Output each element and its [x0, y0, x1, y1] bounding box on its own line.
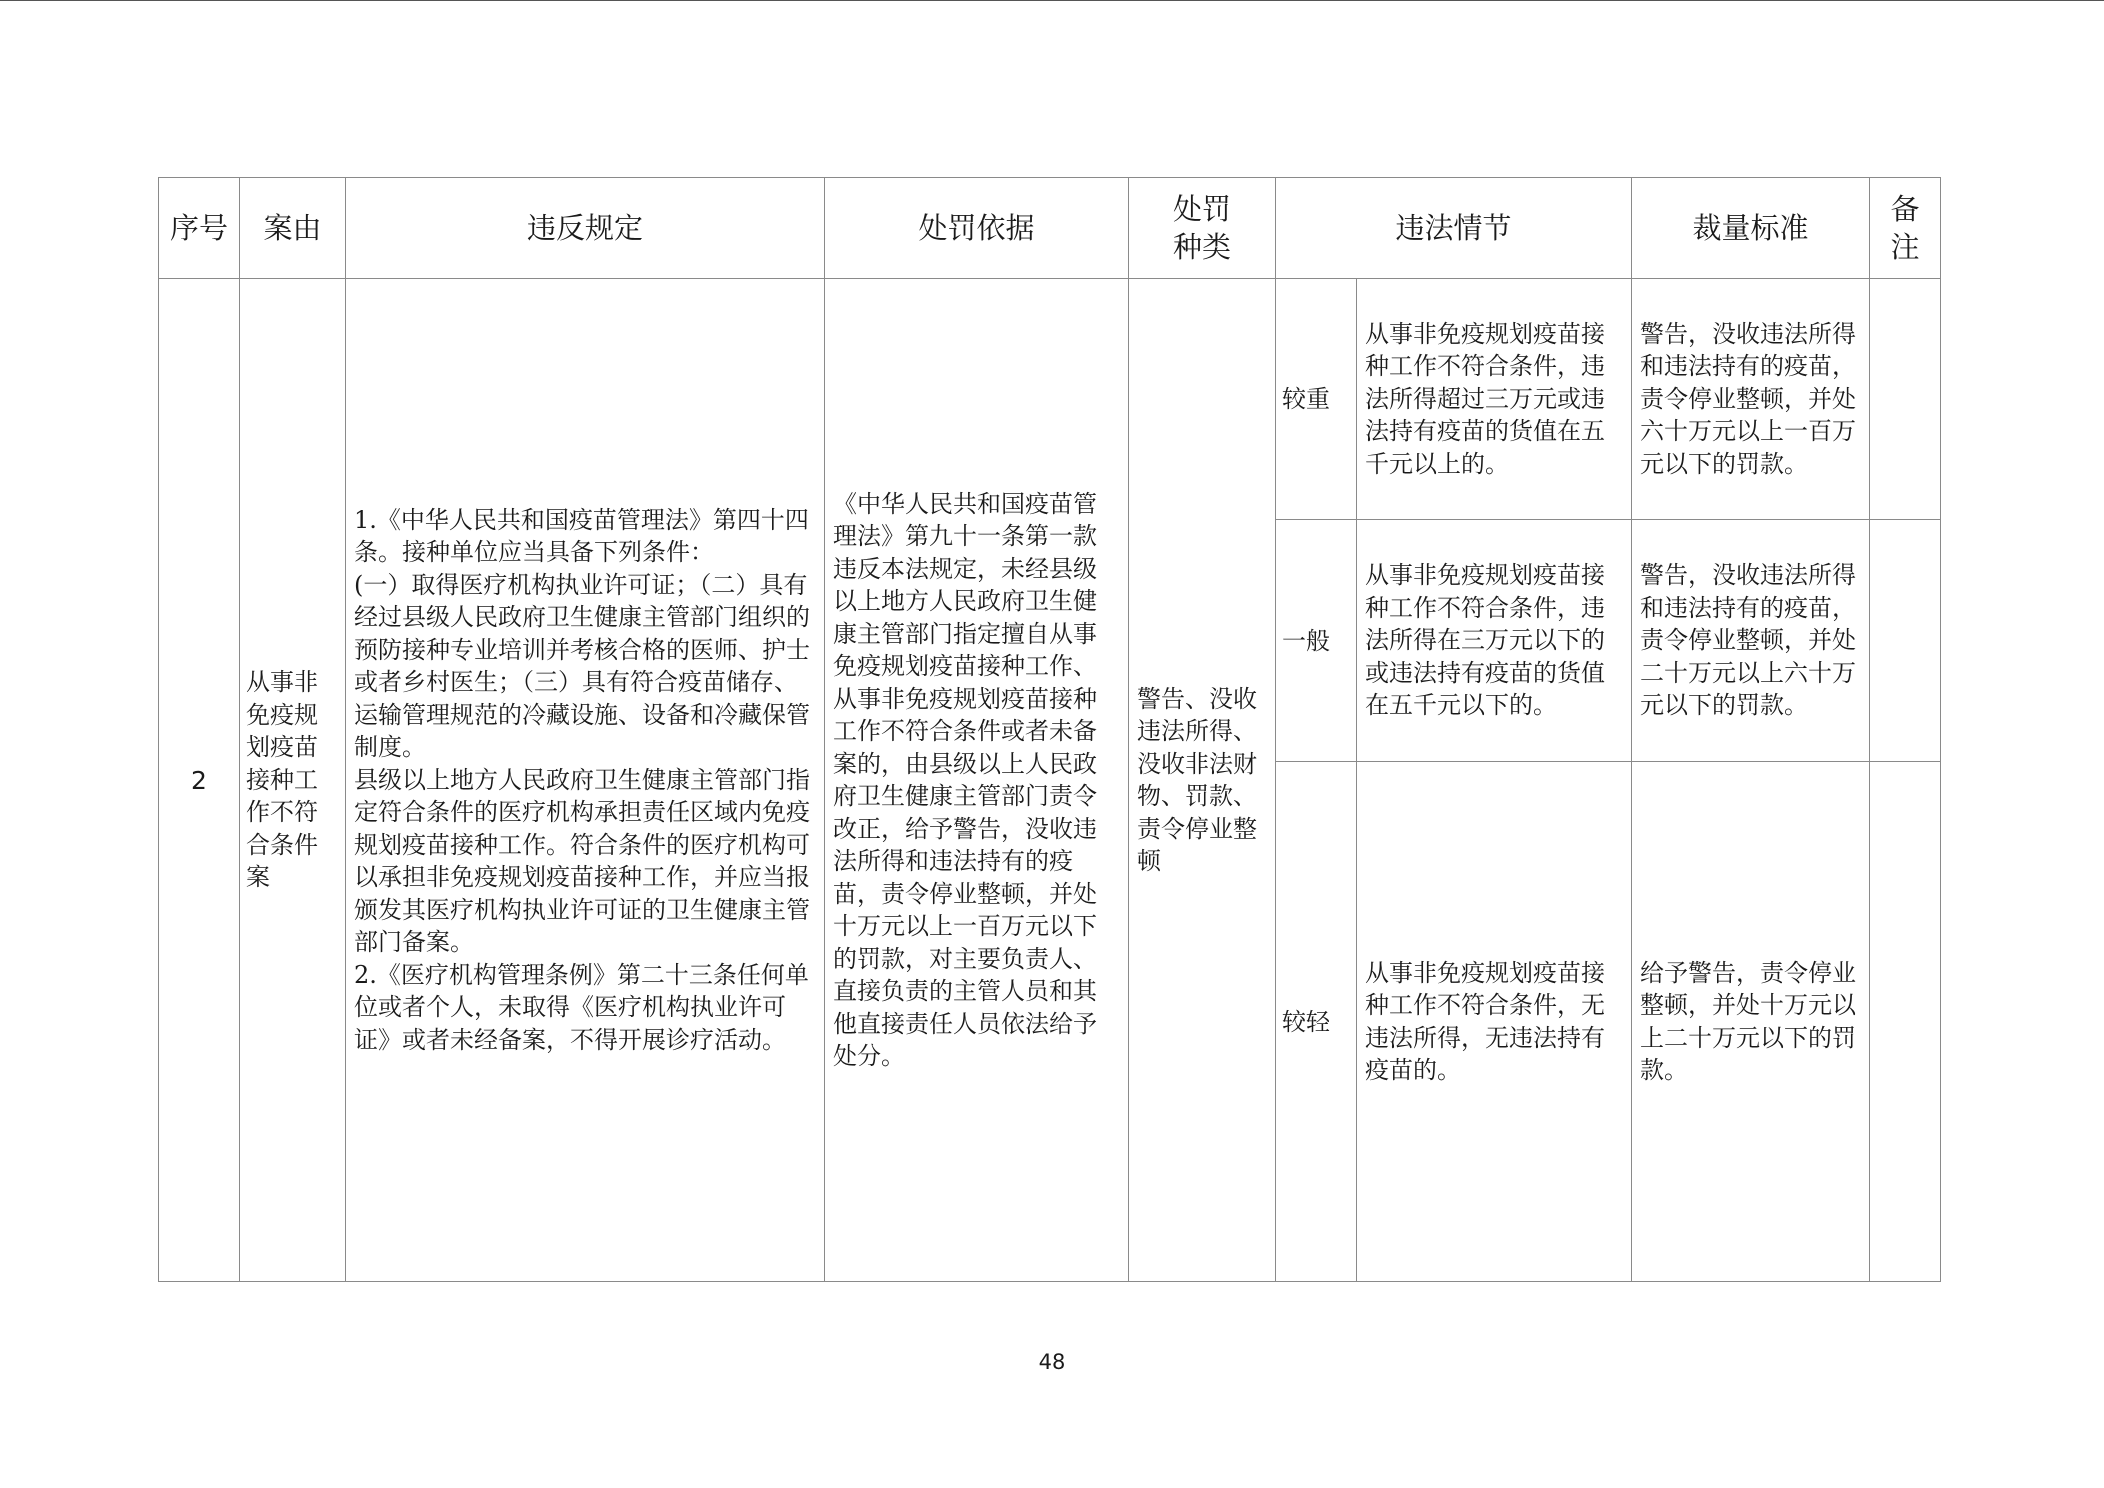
level-label: 一般	[1276, 520, 1357, 762]
header-basis: 处罚依据	[825, 178, 1129, 279]
circumstance-text: 从事非免疫规划疫苗接种工作不符合条件，无违法所得，无违法持有疫苗的。	[1357, 762, 1632, 1282]
violation-paragraph: (一）取得医疗机构执业许可证；（二）具有经过县级人民政府卫生健康主管部门组织的预防接种专业培训并考核合格的医师、护士或者乡村医生；（三）具有符合疫苗储存、运输管理规范的冷藏设施、设备和冷藏保管制度。	[354, 570, 810, 762]
violation-paragraph: 1.《中华人民共和国疫苗管理法》第四十四条。接种单位应当具备下列条件：	[354, 505, 809, 567]
header-case: 案由	[240, 178, 346, 279]
remark-cell	[1870, 762, 1941, 1282]
penalty-basis: 《中华人民共和国疫苗管理法》第九十一条第一款违反本法规定，未经县级以上地方人民政府卫生健康主管部门指定擅自从事免疫规划疫苗接种工作、从事非免疫规划疫苗接种工作不符合条件或者未备案的，由县级以上人民政府卫生健康主管部门责令改正，给予警告，没收违法所得和违法持有的疫苗，责令停业整顿，并处十万元以上一百万元以下的罚款，对主要负责人、直接负责的主管人员和其他直接责任人员依法给予处分。	[825, 279, 1129, 1282]
header-remark-line1: 备	[1890, 192, 1920, 226]
header-row	[159, 178, 1941, 279]
violation-paragraph: 县级以上地方人民政府卫生健康主管部门指定符合条件的医疗机构承担责任区域内免疫规划疫苗接种工作。符合条件的医疗机构可以承担非免疫规划疫苗接种工作，并应当报颁发其医疗机构执业许可证的卫生健康主管部门备案。	[354, 765, 810, 957]
header-penalty-type-line1: 处罚	[1172, 192, 1231, 226]
header-remark	[1870, 178, 1941, 279]
remark-cell	[1870, 520, 1941, 762]
header-remark-line2: 注	[1890, 230, 1920, 264]
table-row	[159, 279, 1941, 520]
standard-text: 警告，没收违法所得和违法持有的疫苗，责令停业整顿，并处六十万元以上一百万元以下的罚款。	[1632, 279, 1870, 520]
circumstance-text: 从事非免疫规划疫苗接种工作不符合条件，违法所得在三万元以下的或违法持有疫苗的货值在五千元以下的。	[1357, 520, 1632, 762]
header-penalty-type	[1129, 178, 1276, 279]
level-label: 较轻	[1276, 762, 1357, 1282]
level-label: 较重	[1276, 279, 1357, 520]
header-standard: 裁量标准	[1632, 178, 1870, 279]
standard-text: 警告，没收违法所得和违法持有的疫苗，责令停业整顿，并处二十万元以上六十万元以下的罚款。	[1632, 520, 1870, 762]
violated-provisions	[346, 279, 825, 1282]
row-number: 2	[159, 279, 240, 1282]
standard-text: 给予警告，责令停业整顿，并处十万元以上二十万元以下的罚款。	[1632, 762, 1870, 1282]
header-penalty-type-line2: 种类	[1172, 230, 1231, 264]
remark-cell	[1870, 279, 1941, 520]
header-no: 序号	[159, 178, 240, 279]
header-violation: 违反规定	[346, 178, 825, 279]
circumstance-text: 从事非免疫规划疫苗接种工作不符合条件，违法所得超过三万元或违法持有疫苗的货值在五千元以上的。	[1357, 279, 1632, 520]
page-number: 48	[1038, 1350, 1066, 1374]
top-border-line	[0, 0, 2104, 1]
penalty-discretion-table	[158, 177, 1941, 1282]
case-cause: 从事非免疫规划疫苗接种工作不符合条件案	[240, 279, 346, 1282]
header-circumstance: 违法情节	[1276, 178, 1632, 279]
penalty-type: 警告、没收违法所得、没收非法财物、罚款、责令停业整顿	[1129, 279, 1276, 1282]
violation-paragraph: 2.《医疗机构管理条例》第二十三条任何单位或者个人，未取得《医疗机构执业许可证》或者未经备案，不得开展诊疗活动。	[354, 960, 809, 1054]
